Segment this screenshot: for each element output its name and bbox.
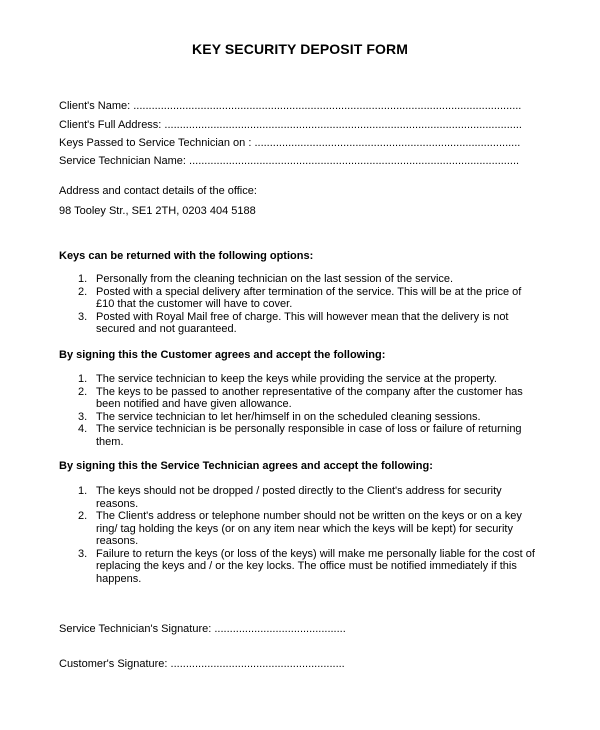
list-item-text: The keys to be passed to another representative of the company after the customer has	[96, 385, 523, 398]
list-item-text: been notified and have given allowance.	[96, 398, 292, 410]
list-item-text: happens.	[96, 572, 142, 585]
list-item	[59, 485, 549, 510]
list-item-text: Personally from the cleaning technician on the last session of the service.	[96, 273, 454, 285]
list-item	[59, 286, 549, 311]
customer-agrees-heading: By signing this the Customer agrees and accept the following:	[59, 349, 386, 361]
list-item-text: secured and not guaranteed.	[96, 323, 237, 335]
list-item-number: 2.	[78, 285, 88, 298]
list-item-text: The Client's address or telephone number should not be written on the keys or on a key	[96, 510, 522, 522]
list-item-number: 3.	[78, 547, 88, 560]
technician-signature-field: Service Technician's Signature: ...........................................	[59, 623, 346, 635]
office-label: Address and contact details of the office:	[59, 185, 257, 197]
list-item-number: 1.	[78, 273, 88, 285]
return-options-list	[59, 273, 549, 336]
form-title: KEY SECURITY DEPOSIT FORM	[192, 41, 408, 57]
list-item	[59, 311, 549, 336]
list-item-number: 4.	[78, 423, 88, 435]
list-item-text: ring/ tag holding the keys (or on any item near which the keys will be kept) for security	[96, 522, 513, 535]
customer-signature-field: Customer's Signature: .........................................................	[59, 658, 345, 670]
client-name-field: Client's Name: ...............................................................................................................................	[59, 100, 522, 112]
list-item-number: 2.	[78, 510, 88, 522]
service-technician-name-field: Service Technician Name: ............................................................................................................	[59, 155, 520, 167]
list-item-text: The service technician to let her/himself in on the scheduled cleaning sessions.	[96, 410, 481, 423]
return-options-heading: Keys can be returned with the following options:	[59, 250, 314, 262]
list-item-text: The service technician is be personally responsible in case of loss or failure of returning	[96, 423, 522, 435]
list-item	[59, 548, 549, 586]
list-item	[59, 411, 549, 424]
technician-agrees-heading: By signing this the Service Technician agrees and accept the following:	[59, 460, 433, 472]
list-item-number: 2.	[78, 385, 88, 398]
list-item-text: replacing the keys and / or the key locks. The office must be notified immediately if this	[96, 560, 517, 572]
list-item-text: reasons.	[96, 497, 139, 510]
list-item-number: 1.	[78, 485, 88, 497]
list-item	[59, 386, 549, 411]
list-item	[59, 510, 549, 548]
list-item	[59, 423, 549, 448]
client-full-address-field: Client's Full Address: .....................................................................................................................	[59, 119, 522, 131]
list-item	[59, 373, 549, 386]
list-item-text: reasons.	[96, 535, 139, 547]
list-item-number: 1.	[78, 373, 88, 385]
list-item-text: them.	[96, 435, 124, 448]
list-item	[59, 273, 549, 286]
list-item-text: Failure to return the keys (or loss of the keys) will make me personally liable for the cost of	[96, 547, 535, 560]
list-item-text: Posted with Royal Mail free of charge. This will however mean that the delivery is not	[96, 310, 509, 323]
list-item-number: 3.	[78, 310, 88, 323]
technician-agrees-list	[59, 485, 549, 585]
list-item-text: The keys should not be dropped / posted directly to the Client's address for security	[96, 485, 502, 497]
list-item-text: Posted with a special delivery after termination of the service. This will be at the price of	[96, 285, 522, 298]
list-item-number: 3.	[78, 410, 88, 423]
customer-agrees-list	[59, 373, 549, 448]
office-details: 98 Tooley Str., SE1 2TH, 0203 404 5188	[59, 205, 256, 217]
keys-passed-field: Keys Passed to Service Technician on : .......................................................................................	[59, 137, 521, 149]
list-item-text: £10 that the customer will have to cover.	[96, 298, 293, 310]
list-item-text: The service technician to keep the keys while providing the service at the property.	[96, 373, 497, 385]
